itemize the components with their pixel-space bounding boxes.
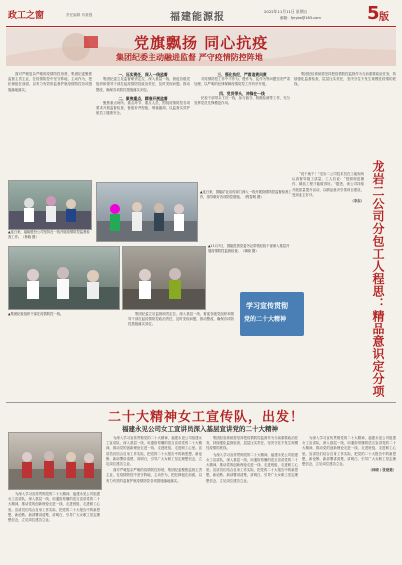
photo-3-image [9,247,119,309]
section-heading-3: 三、强化执纪，严肃追责问责 [217,72,267,77]
photo-5-image [9,433,101,489]
header-rule [6,26,396,27]
photo-1-image [9,181,91,229]
section-body-2: 聚焦重点场所、重点环节、重点人员，围绕疫情防控各项要求开展监督检查，督促补齐短板、堵塞漏洞，以监督实效护航员工健康安全。 [96,101,190,116]
side-story-body [292,172,364,400]
bottom-article-body-3 [206,436,298,558]
bottom-divider [6,402,396,403]
bottom-article-subtitle: 福建永见公司女工宣讲员深入基层宣讲党的二十大精神 [122,425,278,433]
bottom-article-byline: （林晓 / 张楚楚） [368,468,396,473]
article-column-3 [194,72,290,178]
banner-subtitle: 集团纪委主动融进监督 严守疫情防控阵地 [116,53,263,62]
photo-3-caption: ▲11月7日，国能投资党委书记带领纪检干部深入基层开展疫情防控监督检查。（林晓 摄） [208,244,290,253]
bottom-article-text-3b: 为深入学习宣传贯彻党的二十大精神，福建永见公司组建女工宣讲队，深入基层一线，用通俗易懂的语言宣讲党的二十大精神，推动党的创新理论走进一线、走进班组、走进职工心里。宣讲员们结合自身工作实际，把党的二十大报告中的新思想、新论断、新部署讲清楚、讲明白，引导广大女职工坚定理想信念，立足岗位建功立业。 [206,452,298,483]
photo-3 [8,246,120,310]
study-badge-line2: 党的二十大精神 [244,316,287,323]
right-column-text: 集团纪检系统将坚持把疫情防控监督作为当前重要政治任务，持续强化监督检查，层层压实责任，坚决守住不发生规模性疫情的底线。 [294,72,396,87]
article-continued [128,312,234,348]
side-story-text: “说干就干！”龙岩二公司技术员在工地现场认真督导施工质量，工人们说：“按照规范操作，精品工程才能做得好。”据悉，该公司持续开展质量提升活动，以精品意识引领项目建设，受到业主好评。 [292,172,364,197]
side-story-title: 龙岩二公司分包工人程思：精品意识定分项 [371,160,385,398]
editor-credit: 责任编辑 肖重强 [66,13,93,17]
photo-2 [96,182,198,242]
page-unit: 版 [379,12,389,23]
photo-2-caption: ▲连日来，国能矿业宣传部门深入一线开展疫情防控监督检查工作，指导做好各项防控措施。（程智明 摄） [200,190,292,199]
section-heading-2: 二、聚焦重点，精准开展监督 [118,95,168,101]
bottom-article-text-4: 为深入学习宣传贯彻党的二十大精神，福建永见公司组建女工宣讲队，深入基层一线，用通俗易懂的语言宣讲党的二十大精神，推动党的创新理论走进一线、走进班组、走进职工心里。宣讲员们结合自身工作实际，把党的二十大报告中的新思想、新论断、新部署讲清楚、讲明白，引导广大女职工坚定理想信念，立足岗位建功立业。 [302,436,396,467]
section-name: 政工之窗 [8,11,45,21]
article-column-4 [294,72,396,162]
bottom-article-text-2b: 面对严峻复杂严峻的疫情防控形势，集团纪委聚焦监督主责主业，在疫情防控中坚守阵地、主动作为，把纪律挺在前面，以有力有效的监督护航疫情防控各项措施落地落实。 [106,468,202,483]
section-heading-1: 一、压实责任，深入一线监督 [118,72,168,77]
banner [6,28,396,66]
study-badge-line1: 学习宣传贯彻 [246,302,288,310]
photo-1-caption: ▲连日来，福能股份公司坚持在一线开展疫情防控监督检查工作。（林晓 摄） [8,230,90,239]
photo-1 [8,180,92,230]
bottom-article-text-3: 集团纪检系统将坚持把疫情防控监督作为当前重要政治任务，持续强化监督检查，层层压实责任，坚决守住不发生规模性疫情的底线。 [206,436,298,451]
photo-4 [122,246,206,310]
page-number: 5 [367,3,380,24]
section-body-4: 纪检干部带头下沉一线，参与值守、核酸检测等工作，充分发挥党员先锋模范作用。 [194,95,290,106]
photo-4-image [123,247,205,309]
side-story-byline: （李东） [350,199,364,204]
bottom-article-body-4 [302,436,396,558]
banner-title: 党旗飘扬 同心抗疫 [134,34,269,52]
bottom-article-body-1 [8,492,100,558]
intro-paragraph: 面对严峻复杂严峻的疫情防控形势，集团纪委聚焦监督主责主业，在疫情防控中坚守阵地、主动作为，把纪律挺在前面，以有力有效的监督护航疫情防控各项措施落地落实。 [8,72,92,92]
bottom-article-text-2: 为深入学习宣传贯彻党的二十大精神，福建永见公司组建女工宣讲队，深入基层一线，用通俗易懂的语言宣讲党的二十大精神，推动党的创新理论走进一线、走进班组、走进职工心里。宣讲员们结合自身工作实际，把党的二十大报告中的新思想、新论断、新部署讲清楚、讲明白，引导广大女职工坚定理想信念，立足岗位建功立业。 [106,436,202,467]
contact-email: 邮箱：fjnybs@163.com [280,16,321,20]
photo-4-caption: ▲集团纪检组织干部在疫情防控一线。 [8,312,64,316]
issue-date: 2022年11月11日 星期五 [264,9,308,14]
section-body-1: 集团纪委立足监督职责定位，深入基层一线，督促各级党组织和领导干部扛起疫情防控政治责任，及时发现问题、推动整改，确保各项防控措施落实到位。 [96,77,190,92]
continued-text: 集团纪委立足监督职责定位，深入基层一线，督促各级党组织和领导干部扛起疫情防控政治责任，及时发现问题、推动整改，确保各项防控措施落实到位。 [128,312,234,327]
page-header [0,0,402,26]
bottom-article-text-1: 为深入学习宣传贯彻党的二十大精神，福建永见公司组建女工宣讲队，深入基层一线，用通俗易懂的语言宣讲党的二十大精神，推动党的创新理论走进一线、走进班组、走进职工心里。宣讲员们结合自身工作实际，把党的二十大报告中的新思想、新论断、新部署讲清楚、讲明白，引导广大女职工坚定理想信念，立足岗位建功立业。 [8,492,100,523]
section-heading-4: 四、党员带头，冲锋在一线 [219,90,265,96]
photo-5 [8,432,102,490]
masthead: 福建能源报 [170,12,225,23]
section-body-3: 对疫情防控工作中不作为、慢作为、乱作为等问题坚决严肃处理，以严明的纪律保障疫情防控工作有序开展。 [194,77,290,87]
bottom-article-title: 二十大精神女工宣传队，出发！ [107,410,304,425]
bottom-article-body-2 [106,436,202,558]
photo-2-image [97,183,197,241]
article-intro [8,72,92,192]
article-column-2 [96,72,190,182]
